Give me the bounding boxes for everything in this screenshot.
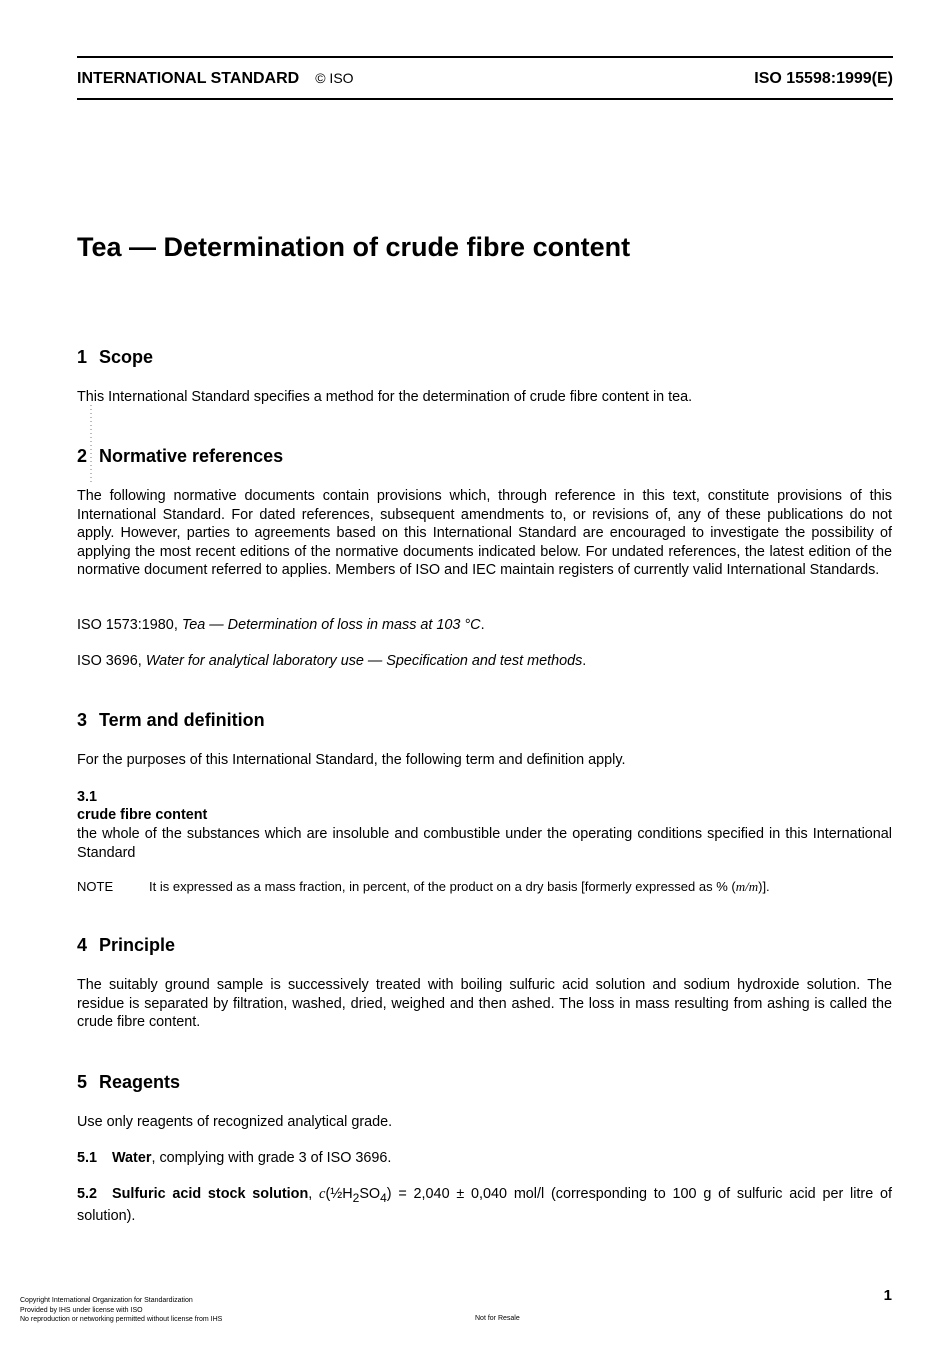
scan-artifact: [90, 405, 92, 485]
resale-notice: Not for Resale: [475, 1315, 520, 1322]
term-definition: the whole of the substances which are insoluble and combustible under the operating conditions specified in this International Standard: [77, 826, 892, 861]
section-heading-principle: 4 Principle: [77, 935, 176, 955]
normative-references-text: The following normative documents contain provisions which, through reference in this text, constitute provisions of this International Standard. For dated references, subsequent amendments to, or revisions of, any of these publications do not apply. However, parties to agreements based on this International Standard are encouraged to investigate the possibility of applying the most recent editions of the normative documents indicated below. For undated references, the latest edition of the normative document referred to applies. Members of ISO and IEC maintain registers of currently valid International Standards.: [77, 488, 892, 578]
section-heading-term-definition: 3 Term and definition: [77, 710, 265, 730]
standard-label: INTERNATIONAL STANDARD: [77, 70, 300, 87]
principle-text: The suitably ground sample is successively treated with boiling sulfuric acid solution and sodium hydroxide solution. The residue is separated by filtration, washed, dried, weighed and then ashed. The loss in mass resulting from ashing is called the crude fibre content.: [77, 977, 892, 1030]
page-header: [77, 70, 893, 90]
header-top-rule: [77, 56, 893, 58]
header-bottom-rule: [77, 98, 893, 100]
reference-iso-1573: ISO 1573:1980, Tea — Determination of loss in mass at 103 °C.: [77, 617, 485, 633]
term-note: NOTE It is expressed as a mass fraction, in percent, of the product on a dry basis [formerly expressed as % (m/m)].: [77, 879, 770, 894]
term-intro: For the purposes of this International Standard, the following term and definition apply.: [77, 752, 626, 768]
document-id: ISO 15598:1999(E): [754, 70, 893, 87]
section-heading-scope: 1 Scope: [77, 347, 154, 367]
section-heading-normative-references: 2 Normative references: [77, 446, 284, 466]
term-name: crude fibre content: [77, 807, 208, 823]
term-number: 3.1: [77, 789, 98, 805]
copyright-footer: Copyright International Organization for Standardization Provided by IHS under license with ISO No reproduction or networking permitted without license from IHS: [20, 1297, 223, 1323]
reference-iso-3696: ISO 3696, Water for analytical laboratory use — Specification and test methods.: [77, 653, 587, 669]
page-number: 1: [883, 1287, 892, 1304]
reagent-water: 5.1 Water, complying with grade 3 of ISO 3696.: [77, 1150, 392, 1166]
reagents-intro: Use only reagents of recognized analytical grade.: [77, 1114, 393, 1130]
section-heading-reagents: 5 Reagents: [77, 1072, 181, 1092]
scope-text: This International Standard specifies a method for the determination of crude fibre content in tea.: [77, 389, 693, 405]
reagent-sulfuric-acid: 5.2 Sulfuric acid stock solution, $c(\frac{1}{2}H_2SO_4) = 2,040 \pm 0,040$ mol/l (corresponding to 100 g of sulfuric acid per litre of solution).: [77, 1186, 892, 1225]
copyright-label: © ISO: [315, 70, 354, 86]
document-title: Tea — Determination of crude fibre content: [77, 232, 631, 262]
